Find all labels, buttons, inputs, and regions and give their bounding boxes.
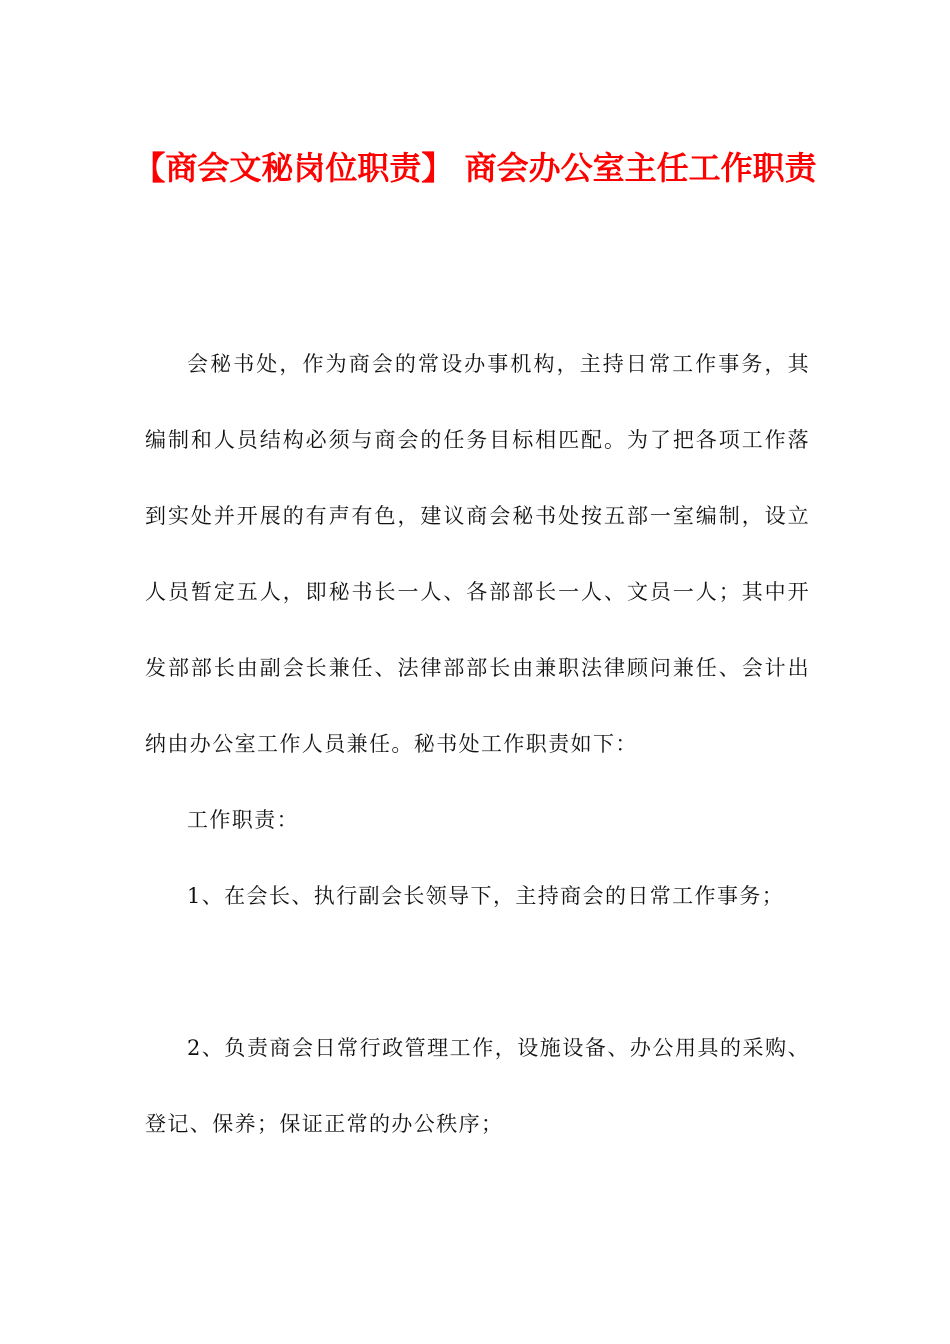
- duty-item-1: 1、在会长、执行副会长领导下，主持商会的日常工作事务；: [187, 884, 785, 908]
- duties-heading: 工作职责：: [187, 808, 299, 832]
- document-body: [145, 326, 810, 1162]
- duty-item-2: 2、负责商会日常行政管理工作，设施设备、办公用具的采购、登记、保养；保证正常的办公秩序；: [145, 1036, 810, 1136]
- intro-paragraph: 会秘书处，作为商会的常设办事机构，主持日常工作事务，其编制和人员结构必须与商会的任务目标相匹配。为了把各项工作落到实处并开展的有声有色，建议商会秘书处按五部一室编制，设立人员暂定五人，即秘书长一人、各部部长一人、文员一人；其中开发部部长由副会长兼任、法律部部长由兼职法律顾问兼任、会计出纳由办公室工作人员兼任。秘书处工作职责如下：: [145, 352, 810, 756]
- document-title: 【商会文秘岗位职责】 商会办公室主任工作职责: [133, 149, 817, 187]
